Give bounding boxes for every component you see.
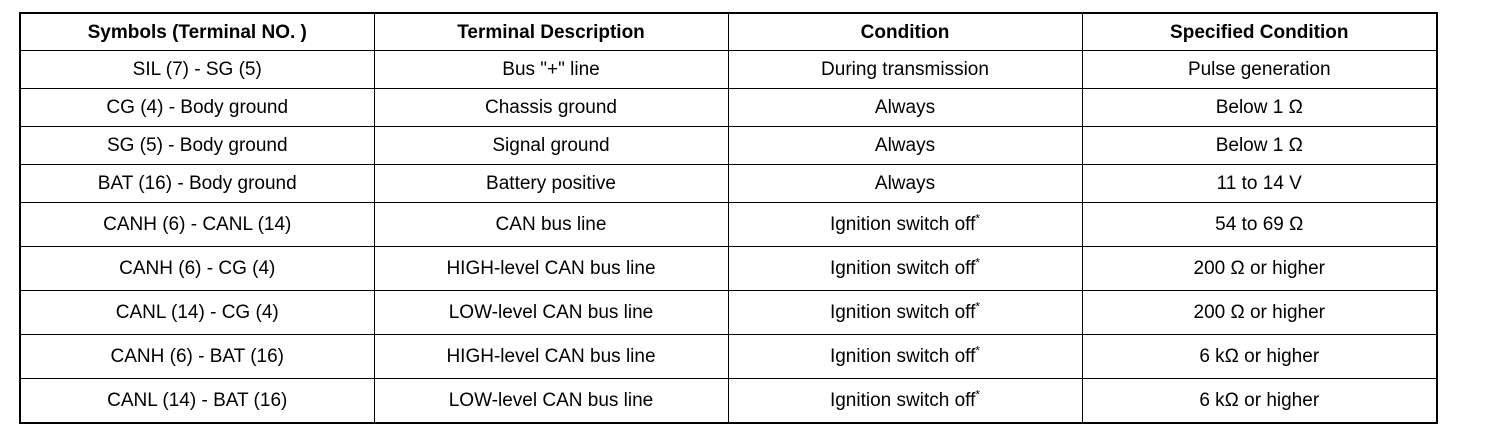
cell-description: LOW-level CAN bus line — [374, 379, 728, 424]
cell-specified: 6 kΩ or higher — [1082, 379, 1437, 424]
cell-condition — [728, 89, 1082, 127]
cell-condition — [728, 335, 1082, 379]
footnote-mark: * — [975, 387, 981, 402]
cell-description: CAN bus line — [374, 203, 728, 247]
cell-specified: 200 Ω or higher — [1082, 291, 1437, 335]
cell-symbols: BAT (16) - Body ground — [20, 165, 374, 203]
condition-text: Ignition switch off — [829, 390, 976, 411]
cell-symbols: CANL (14) - CG (4) — [20, 291, 374, 335]
header-condition: Condition — [728, 13, 1082, 51]
table-row — [20, 379, 1437, 424]
footnote-mark: * — [975, 299, 981, 314]
condition-text: Ignition switch off — [829, 214, 976, 235]
table-header-row — [20, 13, 1437, 51]
cell-specified: 11 to 14 V — [1082, 165, 1437, 203]
table-row — [20, 291, 1437, 335]
cell-symbols: CANH (6) - CG (4) — [20, 247, 374, 291]
cell-symbols: CANL (14) - BAT (16) — [20, 379, 374, 424]
cell-symbols: CANH (6) - CANL (14) — [20, 203, 374, 247]
condition-text: Always — [874, 97, 936, 118]
cell-specified: 200 Ω or higher — [1082, 247, 1437, 291]
cell-condition — [728, 379, 1082, 424]
cell-symbols: CANH (6) - BAT (16) — [20, 335, 374, 379]
cell-description: Bus "+" line — [374, 51, 728, 89]
cell-specified: 6 kΩ or higher — [1082, 335, 1437, 379]
cell-condition — [728, 165, 1082, 203]
cell-symbols: SIL (7) - SG (5) — [20, 51, 374, 89]
cell-specified: Below 1 Ω — [1082, 127, 1437, 165]
cell-condition — [728, 247, 1082, 291]
condition-text: During transmission — [821, 59, 989, 80]
table-row — [20, 89, 1437, 127]
cell-description: HIGH-level CAN bus line — [374, 247, 728, 291]
cell-condition — [728, 203, 1082, 247]
cell-description: Battery positive — [374, 165, 728, 203]
cell-description: Signal ground — [374, 127, 728, 165]
cell-condition — [728, 127, 1082, 165]
cell-condition — [728, 51, 1082, 89]
footnote-mark: * — [975, 211, 981, 226]
footnote-mark: * — [975, 255, 981, 270]
cell-description: HIGH-level CAN bus line — [374, 335, 728, 379]
cell-description: Chassis ground — [374, 89, 728, 127]
cell-symbols: SG (5) - Body ground — [20, 127, 374, 165]
condition-text: Ignition switch off — [829, 258, 976, 279]
header-terminal-description: Terminal Description — [374, 13, 728, 51]
table-row — [20, 51, 1437, 89]
condition-text: Always — [874, 135, 936, 156]
cell-specified: Pulse generation — [1082, 51, 1437, 89]
cell-condition — [728, 291, 1082, 335]
cell-specified: Below 1 Ω — [1082, 89, 1437, 127]
cell-specified: 54 to 69 Ω — [1082, 203, 1437, 247]
header-specified-condition: Specified Condition — [1082, 13, 1437, 51]
footnote-mark: * — [975, 343, 981, 358]
table-row — [20, 247, 1437, 291]
header-symbols: Symbols (Terminal NO. ) — [20, 13, 374, 51]
table-row — [20, 127, 1437, 165]
condition-text: Ignition switch off — [829, 302, 976, 323]
table-row — [20, 203, 1437, 247]
condition-text: Always — [874, 173, 936, 194]
terminal-spec-table — [19, 12, 1438, 424]
condition-text: Ignition switch off — [829, 346, 976, 367]
table-row — [20, 165, 1437, 203]
table-row — [20, 335, 1437, 379]
cell-description: LOW-level CAN bus line — [374, 291, 728, 335]
cell-symbols: CG (4) - Body ground — [20, 89, 374, 127]
